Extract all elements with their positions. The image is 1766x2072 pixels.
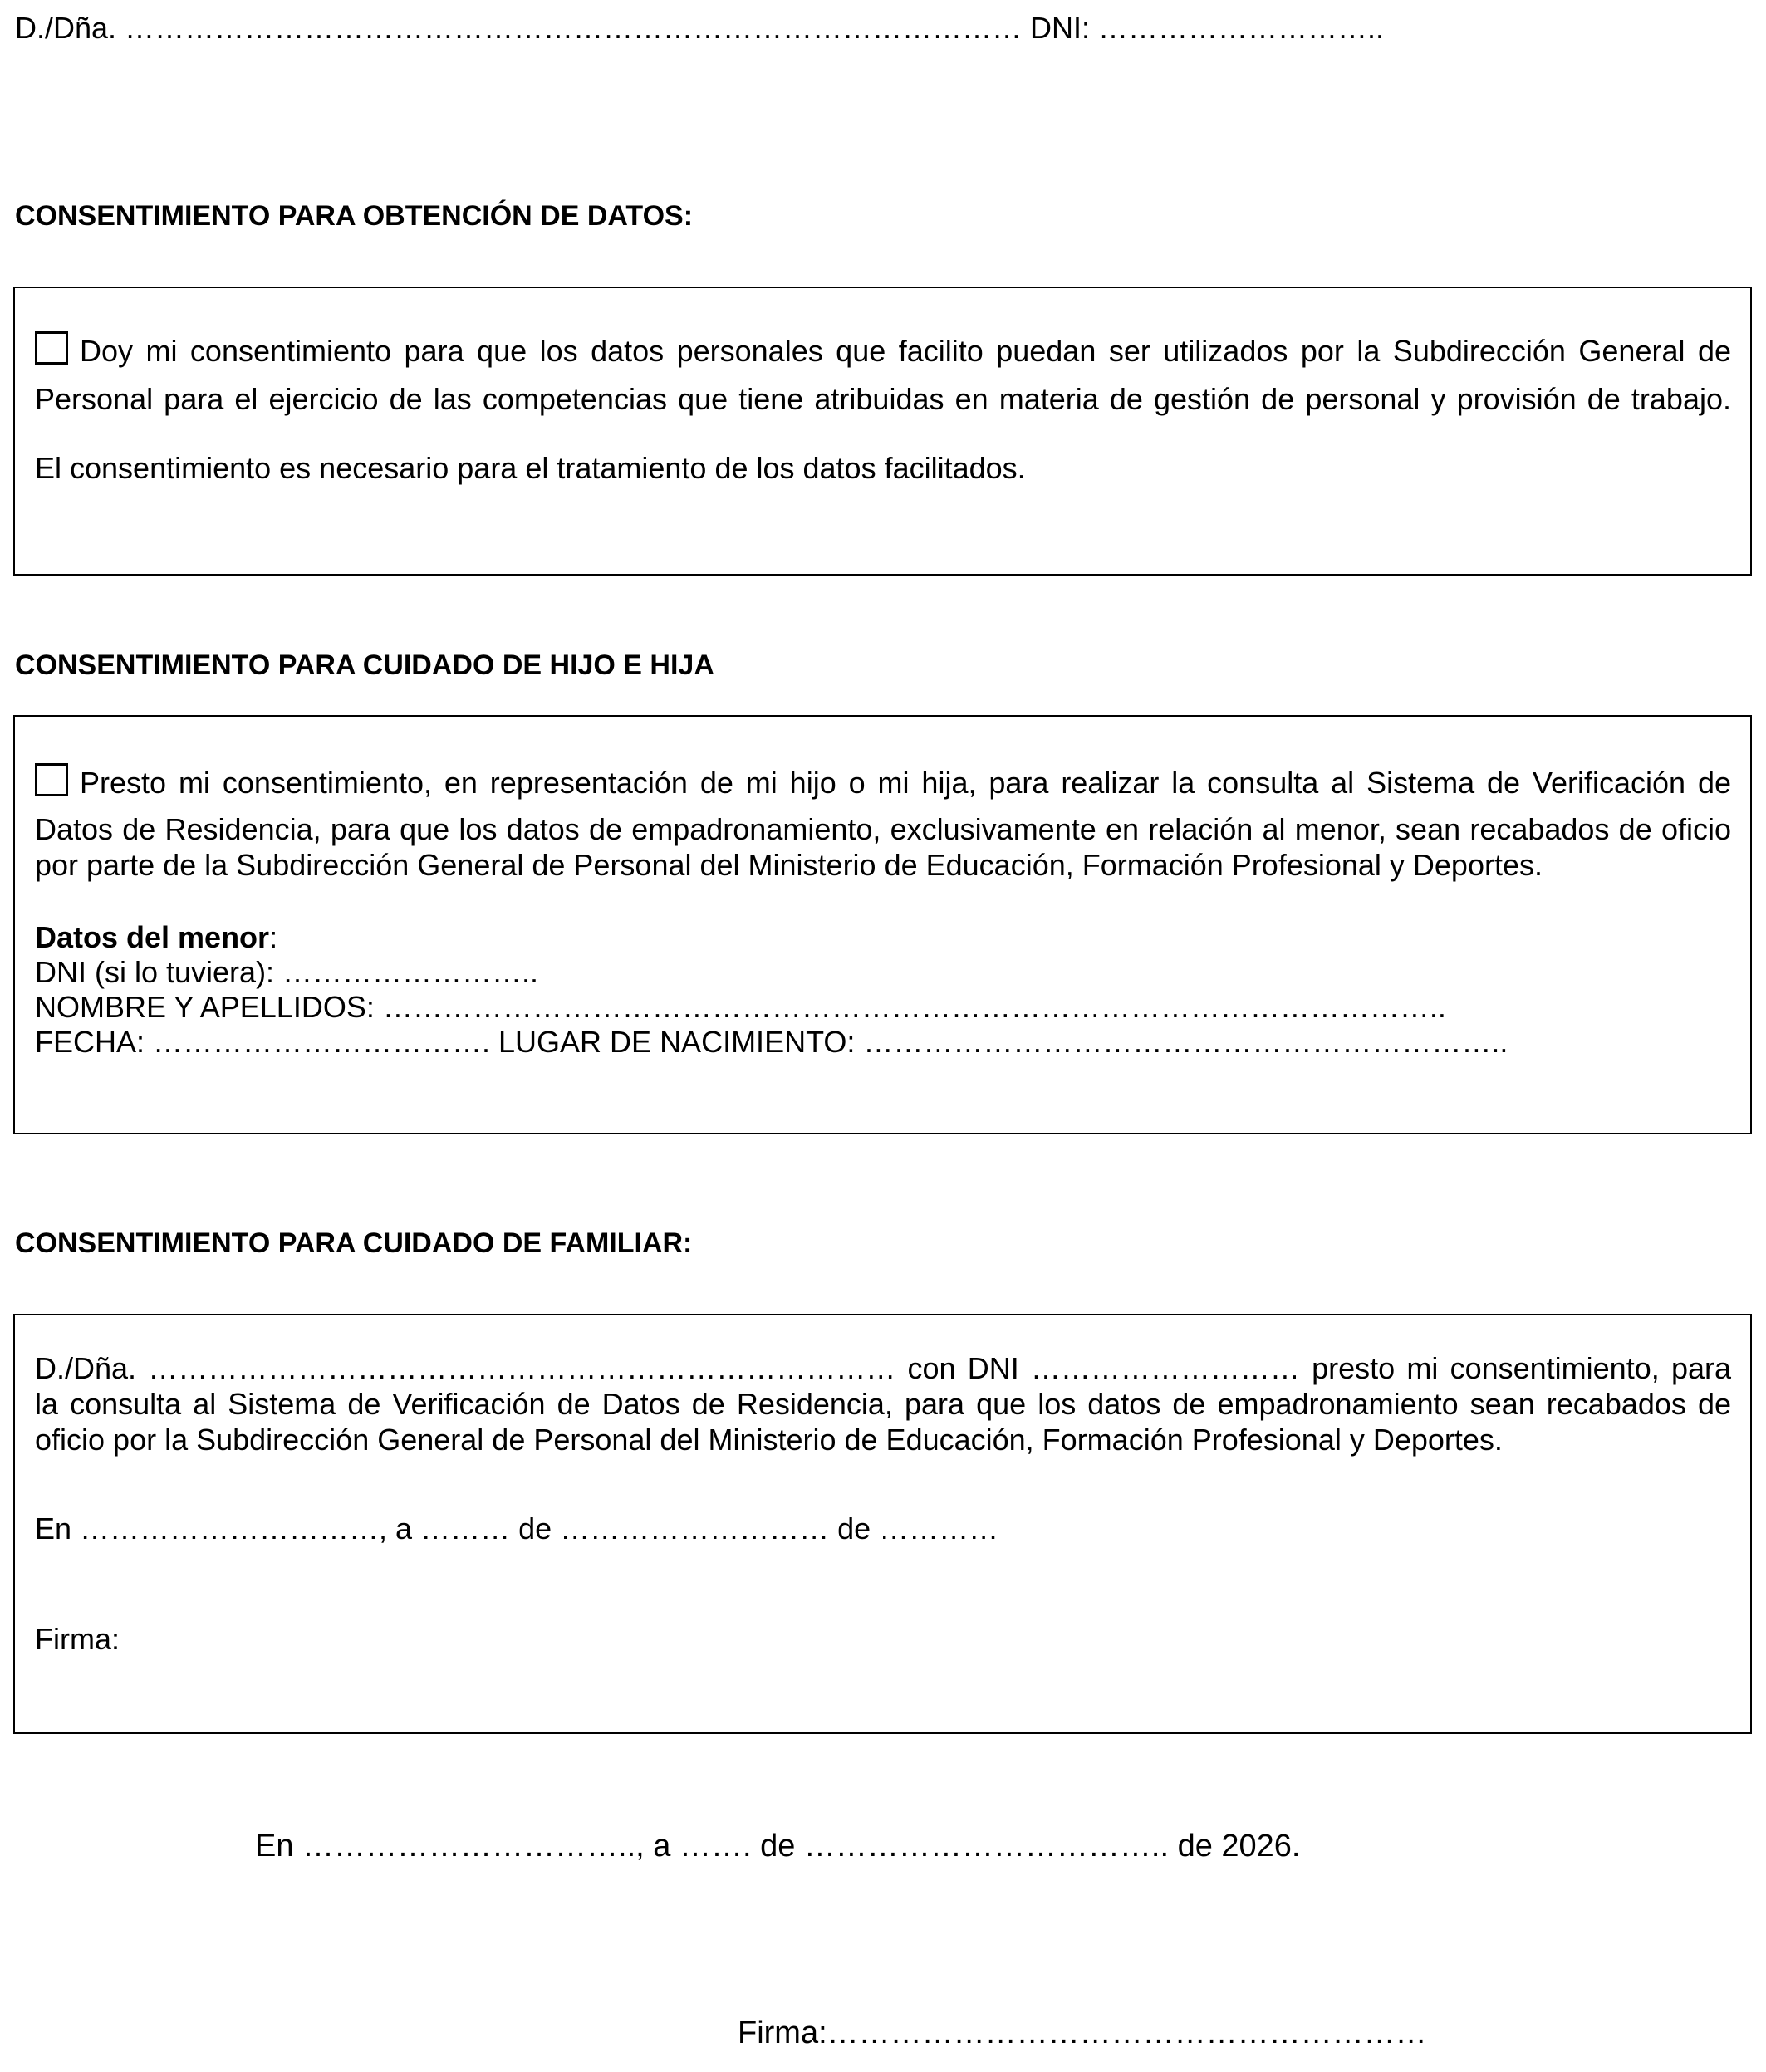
family-consent-heading: CONSENTIMIENTO PARA CUIDADO DE FAMILIAR: [15,1227,693,1259]
child-consent-checkbox[interactable] [35,763,68,796]
footer-signature[interactable]: Firma:………………………………………………… [738,2016,1427,2050]
minor-data-title: Datos del menor [35,920,270,954]
family-signature-label: Firma: [35,1622,120,1656]
data-consent-line1 [35,331,1731,370]
family-consent-box [13,1314,1752,1734]
data-consent-checkbox[interactable] [35,331,68,365]
child-consent-text: Presto mi consentimiento, en representación de mi hijo o mi hija, para realizar la consulta al Sistema de Verificación de [80,766,1731,800]
data-consent-box [13,287,1752,576]
data-consent-line2: Personal para el ejercicio de las competencias que tiene atribuidas en materia de gestión de personal y provisión de trabajo. [35,382,1731,416]
applicant-name-dni-line: D./Dña. ……………………………………………………………………………… DNI: ……………………….. [15,11,1385,45]
data-consent-heading: CONSENTIMIENTO PARA OBTENCIÓN DE DATOS: [15,200,694,232]
minor-dni-field[interactable]: DNI (si lo tuviera): …………………….. [35,955,539,989]
footer-place-date[interactable]: En ………………………….., a ……. de …………………………….. de 2026. [255,1829,1301,1864]
child-consent-line3: por parte de la Subdirección General de Personal del Ministerio de Educación, Formación Profesional y Deportes. [35,848,1543,882]
child-consent-box [13,715,1752,1134]
data-consent-note: El consentimiento es necesario para el tratamiento de los datos facilitados. [35,451,1026,485]
minor-birth-field[interactable]: FECHA: ……………………………. LUGAR DE NACIMIENTO: ……………………………………………………….. [35,1025,1508,1059]
minor-name-field[interactable]: NOMBRE Y APELLIDOS: …………………………………………………………………………………………….. [35,990,1446,1024]
family-consent-line3: oficio por la Subdirección General de Personal del Ministerio de Educación, Formación Profesional y Deportes. [35,1423,1503,1457]
child-consent-heading: CONSENTIMIENTO PARA CUIDADO DE HIJO E HIJA [15,649,714,681]
data-consent-text: Doy mi consentimiento para que los datos personales que facilito puedan ser utilizados por la Subdirección General de [80,334,1731,368]
family-consent-line1: D./Dña. ………………………………………………………………… con DNI ……………………… presto mi consentimiento, para [35,1351,1731,1385]
minor-data-colon: : [269,920,278,954]
minor-data-label [35,919,277,956]
child-consent-line2: Datos de Residencia, para que los datos de empadronamiento, exclusivamente en relación al menor, sean recabados de oficio [35,812,1731,846]
child-consent-line1 [35,763,1731,801]
family-consent-line2: la consulta al Sistema de Verificación de Datos de Residencia, para que los datos de empadronamiento sean recabados de [35,1387,1731,1421]
family-place-date[interactable]: En …………………………, a ……… de ……………………… de ………… [35,1511,999,1545]
